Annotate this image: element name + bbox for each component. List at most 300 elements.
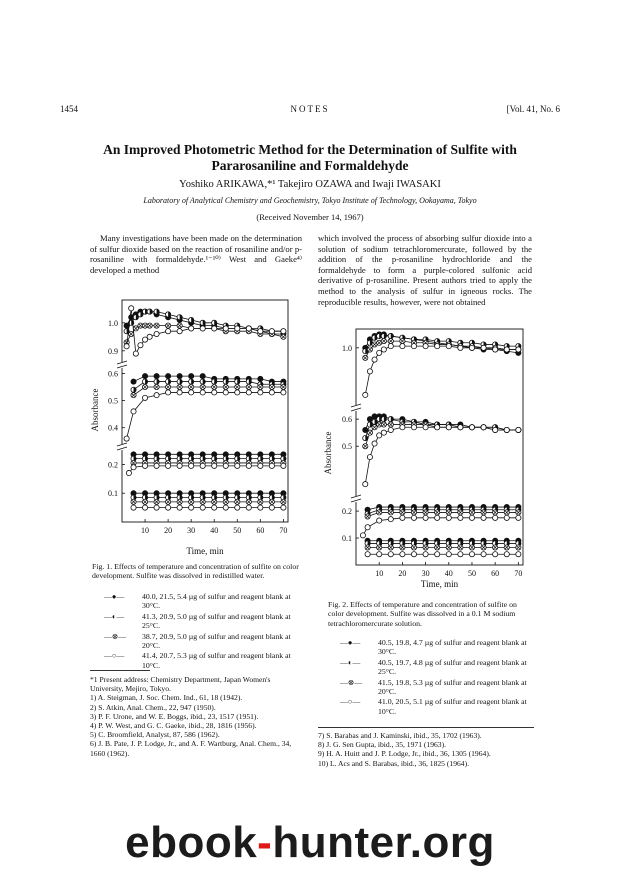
data-point-open <box>212 463 217 468</box>
data-series <box>126 463 286 475</box>
legend-symbol-filled: —●— <box>340 638 361 647</box>
legend-symbol-open: —○— <box>104 651 125 661</box>
data-point-open <box>367 454 372 459</box>
data-point-cross <box>365 545 370 550</box>
data-point-half <box>388 333 393 338</box>
data-point-cross <box>504 510 509 515</box>
data-point-open <box>133 351 138 356</box>
data-point-open <box>367 369 372 374</box>
data-point-cross <box>504 545 509 550</box>
data-point-open <box>481 552 486 557</box>
data-point-cross <box>365 514 370 519</box>
footnote: 10) L. Acs and S. Barabas, ibid., 36, 1825 (1964). <box>318 758 470 768</box>
data-point-cross <box>400 510 405 515</box>
footnote: 9) H. A. Huitt and J. P. Lodge, Jr., ibid., 36, 1305 (1964). <box>318 749 491 759</box>
data-point-open <box>400 515 405 520</box>
data-point-half <box>189 379 194 384</box>
data-point-cross <box>388 338 393 343</box>
page-number: 1454 <box>60 104 78 114</box>
data-point-open <box>246 505 251 510</box>
data-point-filled <box>131 379 136 384</box>
data-series <box>124 390 286 441</box>
data-series <box>131 505 286 510</box>
data-point-cross <box>212 384 217 389</box>
data-point-open <box>177 329 182 334</box>
data-point-cross <box>281 384 286 389</box>
figure-2-legend <box>340 638 536 716</box>
data-point-open <box>360 533 365 538</box>
data-point-cross <box>189 499 194 504</box>
watermark-part2: hunter.org <box>272 818 495 867</box>
data-point-cross <box>458 545 463 550</box>
data-point-cross <box>493 545 498 550</box>
data-point-cross <box>131 499 136 504</box>
data-point-open <box>281 329 286 334</box>
data-point-open <box>372 357 377 362</box>
data-point-half <box>154 309 159 314</box>
data-point-cross <box>258 384 263 389</box>
data-point-open <box>189 390 194 395</box>
data-point-filled <box>177 374 182 379</box>
data-point-open <box>142 505 147 510</box>
data-point-cross <box>481 545 486 550</box>
y-tick-label: 1.0 <box>108 318 118 328</box>
data-point-open <box>189 463 194 468</box>
y-tick-label: 0.2 <box>108 460 118 470</box>
y-tick-label: 0.1 <box>108 489 118 499</box>
x-tick-label: 40 <box>444 569 453 578</box>
data-point-open <box>269 463 274 468</box>
figure-1-chart <box>80 292 305 560</box>
data-point-cross <box>246 499 251 504</box>
data-point-open <box>363 482 368 487</box>
data-point-cross <box>177 384 182 389</box>
data-point-cross <box>435 510 440 515</box>
data-point-cross <box>381 338 386 343</box>
y-tick-label: 0.5 <box>108 396 118 406</box>
data-point-open <box>411 552 416 557</box>
data-point-open <box>223 463 228 468</box>
data-point-open <box>493 427 498 432</box>
data-point-open <box>435 515 440 520</box>
data-point-open <box>269 329 274 334</box>
volume-label: [Vol. 41, No. 6 <box>506 104 560 114</box>
legend-symbol-open: —○— <box>340 697 361 707</box>
data-point-open <box>516 427 521 432</box>
data-point-open <box>423 425 428 430</box>
data-point-open <box>166 390 171 395</box>
data-point-open <box>166 463 171 468</box>
data-point-open <box>458 345 463 350</box>
data-point-open <box>154 505 159 510</box>
watermark-part1: ebook <box>125 818 258 867</box>
data-point-cross <box>363 355 368 360</box>
data-point-open <box>388 517 393 522</box>
data-point-cross <box>388 422 393 427</box>
figure-1-legend <box>104 592 302 670</box>
data-point-open <box>516 515 521 520</box>
data-point-open <box>281 463 286 468</box>
data-point-open <box>493 515 498 520</box>
data-point-half <box>223 379 228 384</box>
legend-symbol-filled: —●— <box>104 592 125 601</box>
data-point-filled <box>166 374 171 379</box>
legend-text: 38.7, 20.9, 5.0 µg of sulfur and reagent blank at 20°C. <box>142 631 291 651</box>
data-point-cross <box>400 545 405 550</box>
data-point-open <box>189 326 194 331</box>
data-point-half <box>131 387 136 392</box>
legend-text: 41.0, 20.5, 5.1 µg of sulfur and reagent blank at 10°C. <box>378 697 527 716</box>
data-point-cross <box>435 545 440 550</box>
y-tick-label: 0.1 <box>342 534 352 544</box>
series-line <box>365 346 518 395</box>
y-tick-label: 0.4 <box>108 423 118 433</box>
data-point-open <box>212 505 217 510</box>
data-point-open <box>423 344 428 349</box>
data-point-open <box>124 436 129 441</box>
data-point-cross <box>469 545 474 550</box>
legend-text: 40.0, 21.5, 5.4 µg of sulfur and reagent blank at 30°C. <box>142 592 291 611</box>
data-point-open <box>154 463 159 468</box>
data-point-open <box>131 465 136 470</box>
data-point-open <box>235 463 240 468</box>
data-point-cross <box>388 545 393 550</box>
data-point-half <box>166 312 171 317</box>
data-point-cross <box>458 510 463 515</box>
data-point-half <box>154 379 159 384</box>
x-tick-label: 50 <box>467 569 476 578</box>
legend-symbol-cross: —⊗— <box>104 631 127 641</box>
data-point-open <box>212 326 217 331</box>
data-point-open <box>154 393 159 398</box>
data-point-open <box>377 350 382 355</box>
data-point-cross <box>147 323 152 328</box>
data-point-open <box>258 463 263 468</box>
figure-1-caption: Fig. 1. Effects of temperature and concentration of sulfite on color development. Sulfite was dissolved in redistilled water. <box>92 562 299 581</box>
data-point-cross <box>516 510 521 515</box>
legend-symbol-half: —◐— <box>340 657 361 667</box>
data-series <box>365 545 521 550</box>
data-point-open <box>504 552 509 557</box>
data-point-open <box>177 390 182 395</box>
data-point-open <box>446 425 451 430</box>
legend-symbol-half: —◐— <box>104 611 125 621</box>
data-point-cross <box>166 323 171 328</box>
x-tick-label: 10 <box>141 526 150 535</box>
data-point-cross <box>246 384 251 389</box>
data-point-open <box>142 395 147 400</box>
x-tick-label: 40 <box>210 526 219 535</box>
data-point-open <box>435 552 440 557</box>
data-series <box>131 452 286 457</box>
data-point-open <box>381 347 386 352</box>
data-point-open <box>166 329 171 334</box>
data-point-open <box>147 334 152 339</box>
y-tick-label: 1.0 <box>342 343 352 353</box>
footnote: 6) J. B. Pate, J. P. Lodge, Jr., and A. F. Wartburg, Anal. Chem., 34, 1660 (1962). <box>90 739 292 758</box>
data-point-cross <box>142 499 147 504</box>
footnote: 2) S. Atkin, Anal. Chem., 22, 947 (1950). <box>90 702 216 712</box>
data-point-open <box>365 552 370 557</box>
data-point-open <box>388 427 393 432</box>
x-tick-label: 20 <box>164 526 173 535</box>
paper-title-line1: An Improved Photometric Method for the Determination of Sulfite with <box>103 142 517 157</box>
affiliation: Laboratory of Analytical Chemistry and Geochemistry, Tokyo Institute of Technology, Ookayama, Tokyo <box>143 196 477 205</box>
data-point-open <box>504 427 509 432</box>
authors: Yoshiko ARIKAWA,*¹ Takejiro OZAWA and Iwaji IWASAKI <box>179 179 441 190</box>
footnote-rule <box>90 670 150 671</box>
plot-frame <box>356 329 523 565</box>
footnote: 3) P. F. Urone, and W. E. Boggs, ibid., 23, 1517 (1951). <box>90 711 259 721</box>
data-point-open <box>126 470 131 475</box>
data-point-cross <box>166 384 171 389</box>
data-point-cross <box>516 545 521 550</box>
data-point-cross <box>177 499 182 504</box>
data-point-open <box>235 390 240 395</box>
data-point-cross <box>446 510 451 515</box>
data-point-open <box>446 515 451 520</box>
data-series <box>131 456 286 461</box>
data-point-cross <box>411 510 416 515</box>
data-point-cross <box>446 545 451 550</box>
y-axis-label: Absorbance <box>90 388 100 432</box>
data-point-cross <box>481 510 486 515</box>
data-point-open <box>189 505 194 510</box>
data-point-open <box>388 552 393 557</box>
data-point-open <box>258 329 263 334</box>
data-point-cross <box>269 499 274 504</box>
x-tick-label: 20 <box>398 569 407 578</box>
data-point-open <box>177 463 182 468</box>
data-point-cross <box>367 430 372 435</box>
footnotes-left <box>90 675 303 758</box>
data-point-open <box>516 347 521 352</box>
data-point-open <box>129 306 134 311</box>
data-point-filled <box>142 374 147 379</box>
data-point-open <box>493 347 498 352</box>
watermark <box>0 818 620 868</box>
data-point-open <box>458 425 463 430</box>
data-series <box>363 344 521 398</box>
data-point-open <box>400 552 405 557</box>
data-point-open <box>411 425 416 430</box>
data-point-cross <box>423 545 428 550</box>
data-point-cross <box>142 384 147 389</box>
data-point-half <box>177 315 182 320</box>
data-point-open <box>504 347 509 352</box>
data-point-open <box>469 552 474 557</box>
data-point-cross <box>423 510 428 515</box>
legend-item <box>340 697 536 716</box>
data-point-open <box>363 392 368 397</box>
legend-text: 40.5, 19.8, 4.7 µg of sulfur and reagent blank at 30°C. <box>378 638 527 657</box>
x-tick-label: 70 <box>279 526 288 535</box>
data-point-open <box>493 552 498 557</box>
data-point-open <box>372 441 377 446</box>
data-point-cross <box>281 499 286 504</box>
data-point-open <box>246 390 251 395</box>
data-point-cross <box>388 510 393 515</box>
series-line <box>127 392 284 438</box>
data-series <box>131 499 286 504</box>
x-axis-label: Time, min <box>186 546 224 556</box>
data-point-open <box>377 518 382 523</box>
data-point-open <box>246 326 251 331</box>
data-point-open <box>435 425 440 430</box>
data-point-half <box>200 320 205 325</box>
x-tick-label: 10 <box>375 569 384 578</box>
data-point-open <box>269 505 274 510</box>
data-point-half <box>381 417 386 422</box>
x-tick-label: 30 <box>421 569 430 578</box>
data-point-open <box>246 463 251 468</box>
data-point-cross <box>363 444 368 449</box>
legend-item <box>340 678 536 697</box>
data-point-open <box>269 390 274 395</box>
data-point-open <box>446 552 451 557</box>
data-point-cross <box>154 384 159 389</box>
data-series <box>365 552 521 557</box>
data-point-cross <box>235 499 240 504</box>
data-point-open <box>469 345 474 350</box>
x-tick-label: 30 <box>187 526 196 535</box>
data-point-half <box>235 379 240 384</box>
legend-item <box>340 658 536 677</box>
y-tick-label: 0.5 <box>342 442 352 452</box>
body-text-left: Many investigations have been made on the determination of sulfur dioxide based on the reaction of rosaniline and/or p-rosaniline with formaldehyde.¹⁻¹⁰⁾ West and Gaeke⁴⁾ developed a method <box>90 233 302 275</box>
legend-text: 41.4, 20.7, 5.3 µg of sulfur and reagent blank at 10°C. <box>142 651 291 670</box>
data-point-open <box>381 430 386 435</box>
legend-text: 41.5, 19.8, 5.3 µg of sulfur and reagent blank at 20°C. <box>378 677 527 697</box>
data-point-open <box>235 505 240 510</box>
data-series <box>131 491 286 496</box>
data-point-open <box>435 344 440 349</box>
data-point-open <box>138 343 143 348</box>
data-point-open <box>388 344 393 349</box>
y-tick-label: 0.9 <box>108 346 118 356</box>
data-point-open <box>131 409 136 414</box>
data-point-open <box>281 505 286 510</box>
data-point-open <box>400 425 405 430</box>
y-tick-label: 0.2 <box>342 507 352 517</box>
legend-item <box>104 592 302 611</box>
y-tick-label: 0.6 <box>108 369 118 379</box>
data-point-cross <box>154 499 159 504</box>
footnote: *1 Present address: Chemistry Department, Japan Women's University, Mejiro, Tokyo. <box>90 675 271 694</box>
footnote: 5) C. Broomfield, Analyst, 87, 586 (1962). <box>90 730 220 740</box>
body-text-right: which involved the process of absorbing sulfur dioxide into a solution of sodium tetrachloromercurate, followed by the addition of the p-rosaniline hydrochloride and the formaldehyde to form a purple-colored sulfonic acid derivative of p-rosaniline. Present authors tried to apply the method to the analysis of sulfur in igneous rocks. The reproducible results, however, were not obtained <box>318 233 532 307</box>
section-title: NOTES <box>290 104 330 114</box>
data-point-cross <box>281 334 286 339</box>
data-point-cross <box>377 510 382 515</box>
data-point-open <box>458 515 463 520</box>
data-point-open <box>400 344 405 349</box>
legend-text: 40.5, 19.7, 4.8 µg of sulfur and reagent blank at 25°C. <box>378 657 527 677</box>
data-point-open <box>377 552 382 557</box>
data-series <box>363 425 521 487</box>
data-point-cross <box>258 499 263 504</box>
data-point-half <box>147 309 152 314</box>
data-point-cross <box>166 499 171 504</box>
data-point-cross <box>129 331 134 336</box>
footnotes-right <box>318 731 534 768</box>
data-point-half <box>381 333 386 338</box>
series-line <box>365 427 518 484</box>
data-point-open <box>469 515 474 520</box>
y-axis-label: Absorbance <box>323 431 333 475</box>
paper-title-line2: Pararosaniline and Formaldehyde <box>211 158 409 173</box>
data-point-open <box>223 390 228 395</box>
data-series <box>360 515 521 538</box>
footnote: 1) A. Steigman, J. Soc. Chem. Ind., 61, 18 (1942). <box>90 693 243 703</box>
data-point-open <box>516 552 521 557</box>
data-point-open <box>200 390 205 395</box>
data-point-open <box>223 326 228 331</box>
data-point-open <box>423 552 428 557</box>
data-point-open <box>411 515 416 520</box>
x-tick-label: 60 <box>491 569 500 578</box>
data-point-open <box>124 344 129 349</box>
data-point-open <box>423 515 428 520</box>
data-point-cross <box>381 422 386 427</box>
data-point-cross <box>200 384 205 389</box>
footnote-rule <box>318 727 534 728</box>
data-point-open <box>200 463 205 468</box>
data-point-cross <box>131 393 136 398</box>
watermark-dash: - <box>257 818 273 867</box>
data-point-cross <box>212 499 217 504</box>
data-point-cross <box>469 510 474 515</box>
figure-2-chart <box>318 323 543 593</box>
x-tick-label: 60 <box>256 526 265 535</box>
data-point-open <box>166 505 171 510</box>
legend-item <box>104 612 302 631</box>
data-point-cross <box>411 545 416 550</box>
x-tick-label: 50 <box>233 526 242 535</box>
data-point-half <box>142 379 147 384</box>
data-point-cross <box>177 323 182 328</box>
data-point-open <box>469 425 474 430</box>
legend-item <box>104 632 302 651</box>
x-axis-label: Time, min <box>420 579 459 589</box>
data-point-open <box>504 515 509 520</box>
data-series <box>131 495 286 500</box>
data-point-open <box>131 505 136 510</box>
data-point-cross <box>189 384 194 389</box>
data-point-open <box>212 390 217 395</box>
data-point-filled <box>189 374 194 379</box>
data-point-half <box>189 317 194 322</box>
legend-item <box>340 638 536 657</box>
legend-text: 41.3, 20.9, 5.0 µg of sulfur and reagent blank at 25°C. <box>142 611 291 631</box>
figure-2-caption: Fig. 2. Effects of temperature and concentration of sulfite on color development. Sulfite was dissolved in a 0.1 M sodium tetrachloromercurate solution. <box>328 600 517 628</box>
data-point-cross <box>235 384 240 389</box>
data-point-half <box>246 379 251 384</box>
data-point-cross <box>154 323 159 328</box>
data-point-open <box>142 463 147 468</box>
legend-item <box>104 651 302 670</box>
legend-symbol-cross: —⊗— <box>340 677 363 687</box>
data-point-open <box>177 505 182 510</box>
data-point-cross <box>377 545 382 550</box>
footnote: 8) J. G. Sen Gupta, ibid., 35, 1971 (1963). <box>318 740 447 750</box>
data-point-half <box>212 320 217 325</box>
data-point-open <box>281 390 286 395</box>
data-point-open <box>481 515 486 520</box>
received-date: (Received November 14, 1967) <box>256 212 364 222</box>
data-point-open <box>235 326 240 331</box>
data-point-cross <box>223 499 228 504</box>
